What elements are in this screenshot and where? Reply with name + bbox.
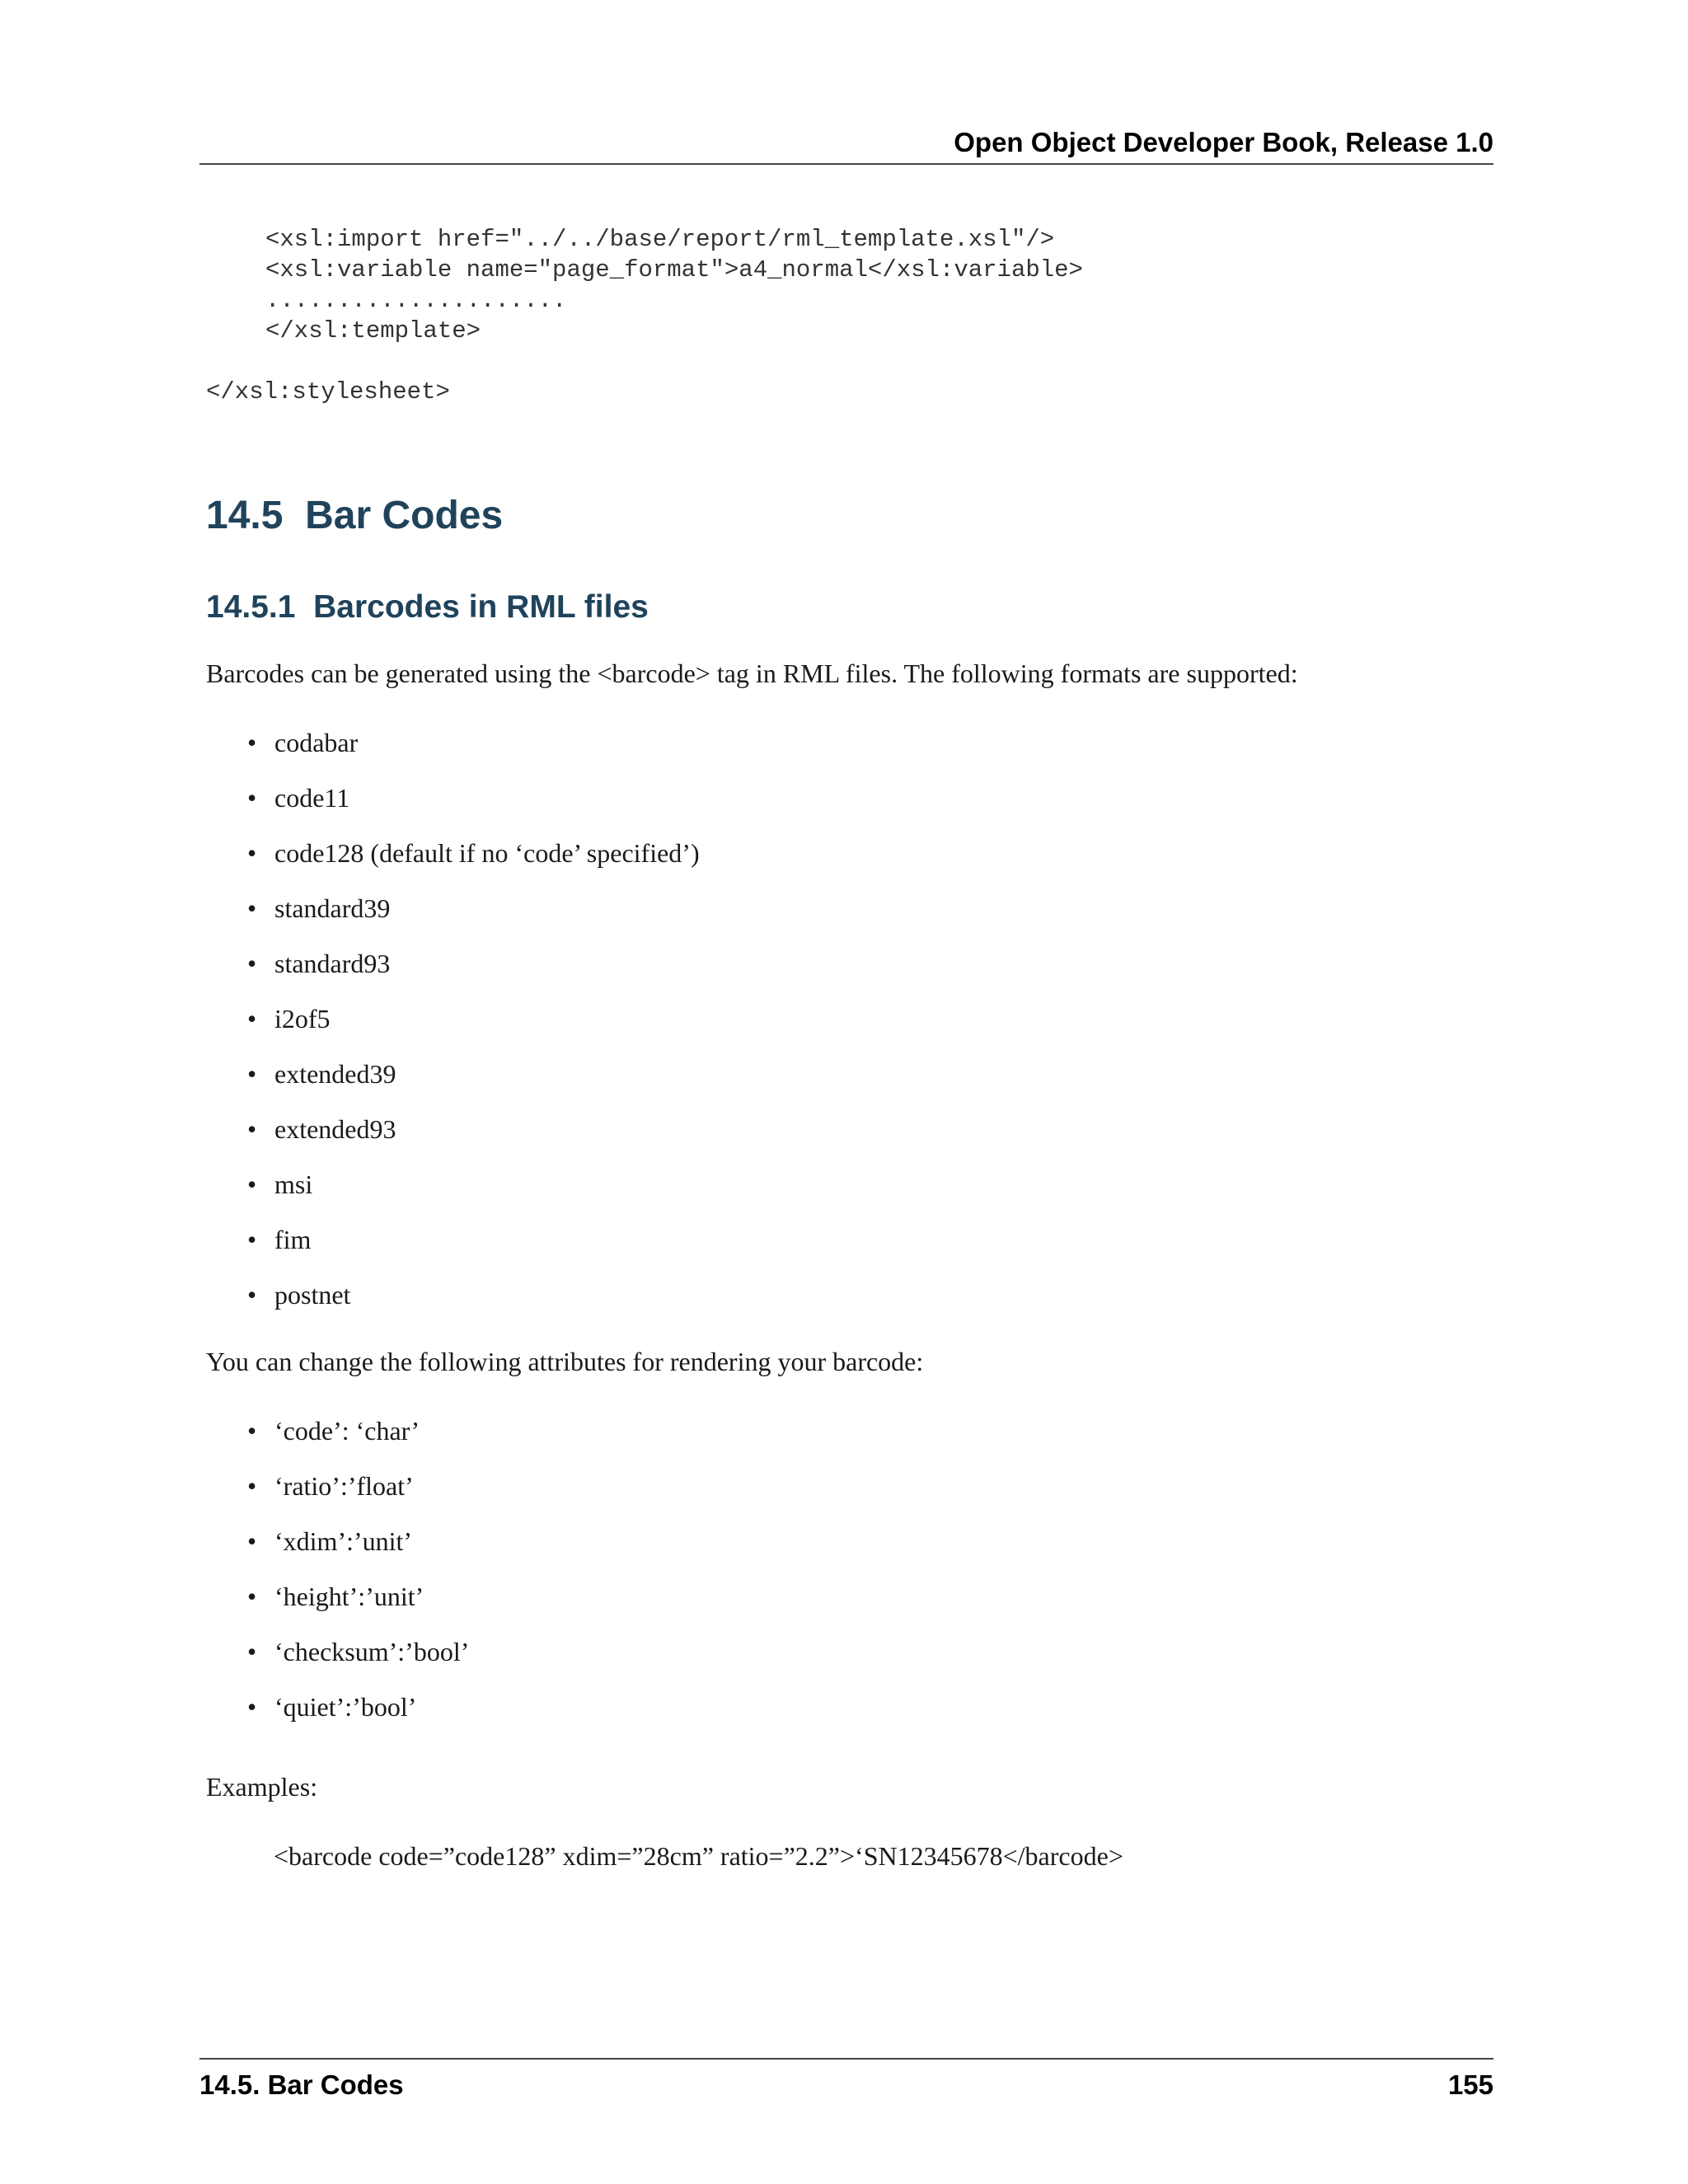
attributes-list — [247, 1414, 469, 1746]
list-item: • ‘ratio’:’float’ — [247, 1471, 414, 1501]
bullet-icon: • — [247, 1280, 257, 1310]
bullet-icon: • — [247, 1637, 257, 1666]
bullet-icon: • — [247, 1004, 257, 1033]
section-title: Bar Codes — [305, 494, 504, 537]
code-line: </xsl:stylesheet> — [206, 378, 450, 405]
list-item: • ‘height’:’unit’ — [247, 1582, 424, 1611]
bullet-icon: • — [247, 1059, 257, 1089]
intro-paragraph: Barcodes can be generated using the <barcode> tag in RML files. The following formats are supported: — [206, 658, 1298, 688]
footer-section-ref: 14.5. Bar Codes — [199, 2069, 404, 2100]
list-item: • standard93 — [247, 949, 391, 978]
bullet-icon: • — [247, 1692, 257, 1722]
list-item: • ‘xdim’:’unit’ — [247, 1526, 413, 1556]
list-item: • extended39 — [247, 1059, 396, 1089]
code-line: ..................... — [265, 287, 567, 314]
page-number: 155 — [1447, 2069, 1493, 2100]
running-footer — [199, 2058, 1493, 2104]
example-code: <barcode code=”code128” xdim=”28cm” ratio=”2.2”>‘SN12345678</barcode> — [274, 1841, 1123, 1871]
list-item: • ‘checksum’:’bool’ — [247, 1637, 470, 1666]
list-item: • ‘code’: ‘char’ — [247, 1416, 420, 1446]
code-block — [206, 224, 1083, 407]
attributes-paragraph: You can change the following attributes for rendering your barcode: — [206, 1347, 924, 1376]
bullet-icon: • — [247, 1526, 257, 1556]
list-item: • extended93 — [247, 1114, 396, 1144]
subsection-number: 14.5.1 — [206, 589, 296, 625]
subsection-title: Barcodes in RML files — [313, 589, 649, 625]
running-header — [199, 124, 1493, 165]
bullet-icon: • — [247, 1114, 257, 1144]
bullet-icon: • — [247, 1582, 257, 1611]
bullet-icon: • — [247, 838, 257, 868]
subsection-heading — [206, 587, 649, 628]
examples-label: Examples: — [206, 1772, 318, 1802]
list-item: • i2of5 — [247, 1004, 331, 1033]
list-item: • code11 — [247, 783, 350, 813]
code-line: <xsl:import href="../../base/report/rml_template.xsl"/> — [265, 226, 1055, 253]
list-item: • ‘quiet’:’bool’ — [247, 1692, 417, 1722]
bullet-icon: • — [247, 1169, 257, 1199]
formats-list — [247, 726, 700, 1333]
bullet-icon: • — [247, 783, 257, 813]
list-item: • postnet — [247, 1280, 351, 1310]
section-heading — [206, 491, 503, 541]
code-blank-line — [206, 346, 1083, 377]
code-line: <xsl:variable name="page_format">a4_normal</xsl:variable> — [265, 256, 1083, 284]
bullet-icon: • — [247, 949, 257, 978]
list-item: • msi — [247, 1169, 313, 1199]
bullet-icon: • — [247, 1471, 257, 1501]
code-line: </xsl:template> — [265, 317, 481, 344]
bullet-icon: • — [247, 1225, 257, 1254]
bullet-icon: • — [247, 728, 257, 757]
bullet-icon: • — [247, 1416, 257, 1446]
list-item: • codabar — [247, 728, 359, 757]
list-item: • code128 (default if no ‘code’ specified’) — [247, 838, 700, 868]
section-number: 14.5 — [206, 494, 284, 537]
book-title: Open Object Developer Book, Release 1.0 — [954, 127, 1493, 157]
list-item: • standard39 — [247, 893, 391, 923]
list-item: • fim — [247, 1225, 312, 1254]
bullet-icon: • — [247, 893, 257, 923]
